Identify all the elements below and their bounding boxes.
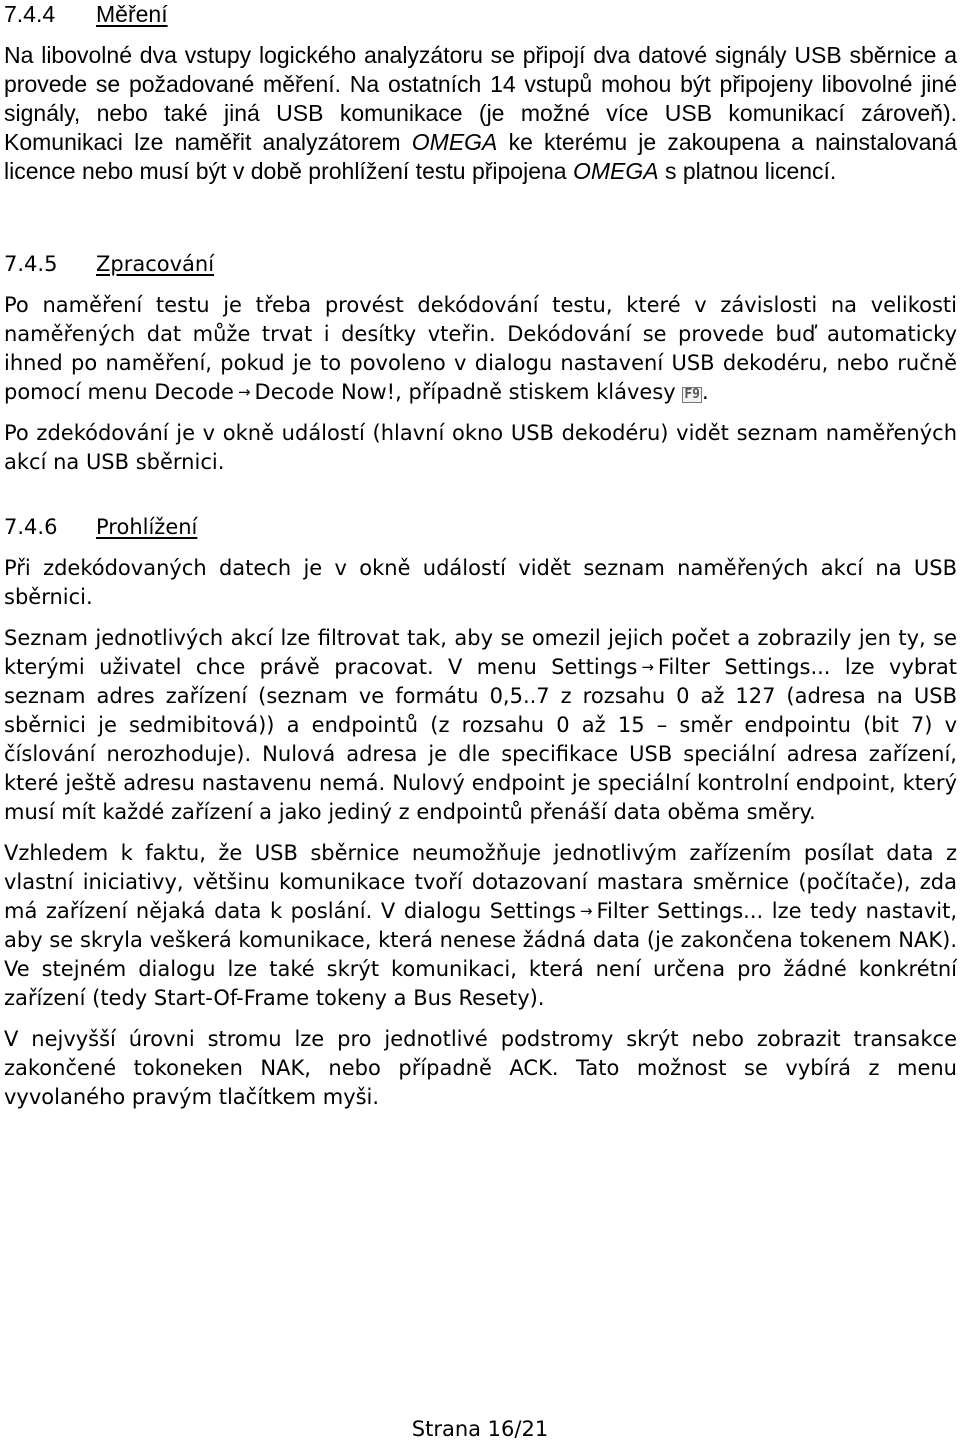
keyboard-key-f9: F9 <box>684 387 701 402</box>
section-7-4-4 <box>4 0 957 186</box>
product-name: OMEGA <box>411 129 498 155</box>
section-7-4-5 <box>4 250 957 477</box>
section-title: Zpracování <box>96 252 215 276</box>
section-heading <box>4 0 957 29</box>
menu-arrow-icon: → <box>579 902 593 920</box>
paragraph: Vzhledem k faktu, že USB sběrnice neumožňuje jednotlivým zařízením posílat data z vlastní iniciativy, většinu komunikace tvoří dotazovaní mastara směrnice (počítače), zda má zařízení nějaká data k poslání. V dialogu Settings → Filter Settings... lze tedy nastavit, aby se skryla veškerá komunikace, která nenese žádná data (je zakončena tokenem NAK). Ve stejném dialogu lze také skrýt komunikaci, která není určena pro žádné konkrétní zařízení (tedy Start-Of-Frame tokeny a Bus Resety). <box>4 841 957 1010</box>
menu-arrow-icon: → <box>641 658 654 676</box>
section-title: Měření <box>96 1 168 27</box>
section-number: 7.4.6 <box>4 515 58 539</box>
section-heading <box>4 513 957 542</box>
paragraph: Po naměření testu je třeba provést dekódování testu, které v závislosti na velikosti naměřených dat může trvat i desítky vteřin. Dekódování se provede buď automaticky ihned po naměření, pokud je to povoleno v dialogu nastavení USB dekodéru, nebo ručně pomocí menu Decode → Decode Now!, případně stiskem klávesy F9. <box>4 291 957 407</box>
paragraph: Po zdekódování je v okně událostí (hlavní okno USB dekodéru) vidět seznam naměřených akcí na USB sběrnici. <box>4 421 957 474</box>
paragraph: Seznam jednotlivých akcí lze filtrovat tak, aby se omezil jejich počet a zobrazily jen ty, se kterými uživatel chce právě pracovat. V menu Settings → Filter Settings... lze vybrat seznam adres zařízení (seznam ve formátu 0,5..7 z rozsahu 0 až 127 (adresa na USB sběrnici je sedmibitová)) a endpointů (z rozsahu 0 až 15 – směr endpointu (bit 7) v číslování nerozhoduje). Nulová adresa je dle specifikace USB speciální adresa zařízení, které ještě adresu nastavenu nemá. Nulový endpoint je speciální kontrolní endpoint, který musí mít každé zařízení a jako jediný z endpointů přenáší data oběma směry. <box>4 626 957 824</box>
page-content <box>4 0 957 1112</box>
paragraph: V nejvyšší úrovni stromu lze pro jednotlivé podstromy skrýt nebo zobrazit transakce zakončené tokoneken NAK, nebo případně ACK. Tato možnost se vybírá z menu vyvolaného pravým tlačítkem myši. <box>4 1027 957 1109</box>
menu-arrow-icon: → <box>237 383 251 401</box>
section-number: 7.4.5 <box>4 252 58 276</box>
section-7-4-6 <box>4 513 957 1112</box>
product-name: OMEGA <box>572 158 659 184</box>
section-number: 7.4.4 <box>4 1 56 27</box>
section-heading <box>4 250 957 279</box>
page-footer: Strana 16/21 <box>411 1417 549 1441</box>
section-title: Prohlížení <box>96 515 198 539</box>
paragraph: Na libovolné dva vstupy logického analyzátoru se připojí dva datové signály USB sběrnice a provede se požadované měření. Na ostatních 14 vstupů mohou být připojeny libovolné jiné signály, nebo také jiná USB komunikace (je možné více USB komunikací zároveň). Komunikaci lze naměřit analyzátorem OMEGA ke kterému je zakoupena a nainstalovaná licence nebo musí být v době prohlížení testu připojena OMEGA s platnou licencí. <box>4 42 958 184</box>
paragraph: Při zdekódovaných datech je v okně událostí vidět seznam naměřených akcí na USB sběrnici. <box>4 556 957 609</box>
